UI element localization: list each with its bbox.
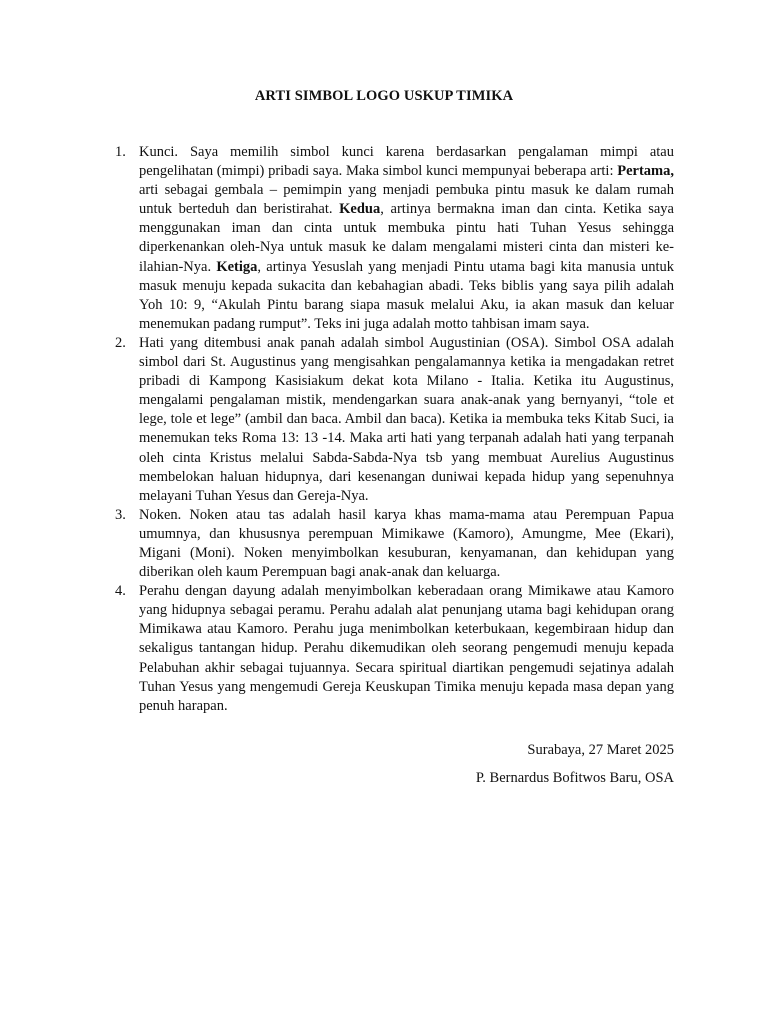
list-item xyxy=(115,582,674,716)
list-item-number: 3. xyxy=(115,506,126,523)
signature-name: P. Bernardus Bofitwos Baru, OSA xyxy=(475,770,674,786)
numbered-list xyxy=(115,143,674,716)
list-item-text: , artinya Yesuslah yang menjadi Pintu utama bagi kita manusia untuk masuk menuju kepada sukacita dan kebahagian abadi. Teks biblis yang saya pilih adalah Yoh 10: 9, “Akulah Pintu barang siapa masuk melalui Aku, ia akan masuk dan keluar menemukan padang rumput”. Teks ini juga adalah motto tahbisan imam saya. xyxy=(139,258,674,332)
list-item-bold-text: Kedua xyxy=(339,201,381,218)
list-item-number: 1. xyxy=(115,144,126,160)
list-item xyxy=(115,334,674,506)
list-item xyxy=(115,506,674,582)
list-item-text: arti sebagai gembala – pemimpin yang menjadi pembuka pintu masuk ke dalam rumah untuk berteduh dan beristirahat. xyxy=(139,182,674,218)
list-item xyxy=(115,143,674,334)
list-item-number: 4. xyxy=(115,583,126,600)
list-item-bold-text: Pertama, xyxy=(617,163,674,180)
list-item-text: Perahu dengan dayung adalah menyimbolkan keberadaan orang Mimikawe atau Kamoro yang hidupnya sebagai peramu. Perahu adalah alat penunjang utama bagi kehidupan orang Mimikawa atau Kamoro. Perahu juga menimbolkan keterbukaan, kegembiraan hidup dan sekaligus tantangan hidup. Perahu dikemudikan oleh seorang pengemudi menuju kepada Pelabuhan akhir sebagai tujuannya. Secara spiritual diartikan pengemudi sejatinya adalah Tuhan Yesus yang mengemudi Gereja Keuskupan Timika menuju kepada masa depan yang penuh harapan. xyxy=(139,583,674,714)
list-item-text: Kunci. Saya memilih simbol kunci karena berdasarkan pengalaman mimpi atau pengelihatan (mimpi) pribadi saya. Maka simbol kunci mempunyai beberapa arti: xyxy=(139,144,674,180)
list-item-text: , artinya bermakna iman dan cinta. Ketika saya menggunakan iman dan cinta untuk membuka pintu hati Tuhan Yesus sehingga diperkenankan oleh-Nya untuk masuk ke dalam mengalami misteri cinta dan misteri ke-ilahian-Nya. xyxy=(139,201,674,275)
list-item-text: Hati yang ditembusi anak panah adalah simbol Augustinian (OSA). Simbol OSA adalah simbol dari St. Augustinus yang mengisahkan pengalamannya ketika ia mengadakan retret pribadi di Kampong Kasisiakum dekat kota Milano - Italia. Ketika itu Augustinus, mengalami pengalaman mistik, mendengarkan suara anak-anak yang bernyanyi, “tole et lege, tole et lege” (ambil dan baca. Ambil dan baca). Ketika ia membuka teks Kitab Suci, ia menemukan teks Roma 13: 13 -14. Maka arti hati yang terpanah adalah hati yang terpanah oleh cinta Kristus melalui Sabda-Sabda-Nya tsb yang membuat Aurelius Augustinus membelokan haluan hidupnya, dari kesenangan duniwai kepada hidup yang sepenuhnya melayani Tuhan Yesus dan Gereja-Nya. xyxy=(139,334,674,504)
list-item-text: Noken. Noken atau tas adalah hasil karya khas mama-mama atau Perempuan Papua umumnya, dan khususnya perempuan Mimikawe (Kamoro), Amungme, Mee (Ekari), Migani (Moni). Noken menyimbolkan kesuburan, kenyamanan, dan kehidupan yang diberikan oleh kaum Perempuan bagi anak-anak dan keluarga. xyxy=(139,506,674,581)
list-item-bold-text: Ketiga xyxy=(216,258,258,275)
list-item-number: 2. xyxy=(115,334,126,351)
signature-place-date: Surabaya, 27 Maret 2025 xyxy=(527,742,674,758)
document-title: ARTI SIMBOL LOGO USKUP TIMIKA xyxy=(254,88,514,104)
